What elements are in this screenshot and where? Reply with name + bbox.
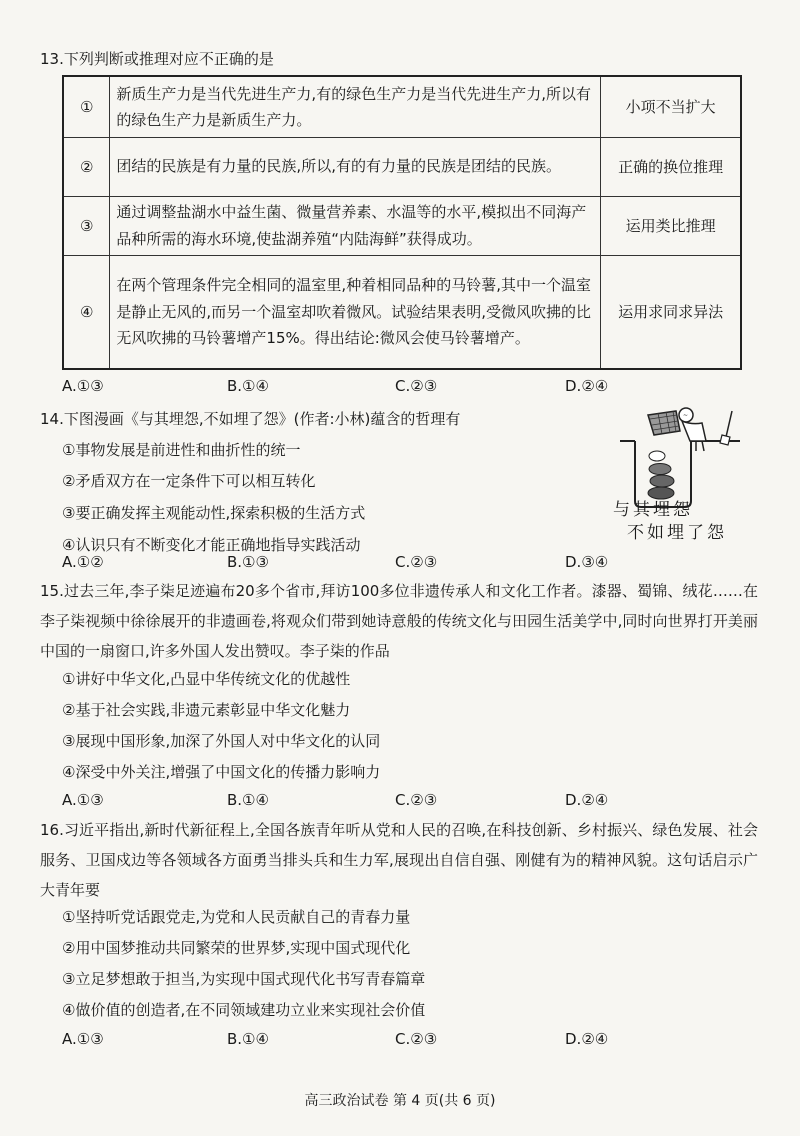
- table-row: [63, 196, 741, 255]
- q15-item-1: ①讲好中华文化,凸显中华传统文化的优越性: [62, 670, 351, 688]
- option-b[interactable]: B.①④: [227, 1030, 269, 1048]
- q15-item-2: ②基于社会实践,非遗元素彰显中华文化魅力: [62, 701, 351, 719]
- option-c[interactable]: C.②③: [395, 1030, 438, 1048]
- option-a[interactable]: A.①③: [62, 377, 104, 395]
- row-judgement: 小项不当扩大: [601, 76, 741, 137]
- row-statement: 在两个管理条件完全相同的温室里,种着相同品种的马铃薯,其中一个温室是静止无风的,而另一个温室却吹着微风。试验结果表明,受微风吹拂的比无风吹拂的马铃薯增产15%。得出结论:微风会使马铃薯增产。: [110, 255, 601, 369]
- q14-item-1: ①事物发展是前进性和曲折性的统一: [62, 441, 301, 459]
- q16-item-2: ②用中国梦推动共同繁荣的世界梦,实现中国式现代化: [62, 939, 411, 957]
- row-statement: 团结的民族是有力量的民族,所以,有的有力量的民族是团结的民族。: [110, 137, 601, 196]
- table-row: [63, 137, 741, 196]
- q14-title: 14.下图漫画《与其埋怨,不如埋了怨》(作者:小林)蕴含的哲理有: [40, 410, 461, 428]
- row-number: ①: [63, 76, 110, 137]
- option-b[interactable]: B.①③: [227, 553, 269, 571]
- q13-table: [62, 75, 742, 370]
- option-d[interactable]: D.②④: [565, 791, 609, 809]
- option-c[interactable]: C.②③: [395, 553, 438, 571]
- row-number: ③: [63, 196, 110, 255]
- q16-item-4: ④做价值的创造者,在不同领域建功立业来实现社会价值: [62, 1001, 426, 1019]
- row-statement: 新质生产力是当代先进生产力,有的绿色生产力是当代先进生产力,所以有的绿色生产力是新质生产力。: [110, 76, 601, 137]
- row-judgement: 正确的换位推理: [601, 137, 741, 196]
- row-number: ④: [63, 255, 110, 369]
- cartoon-caption-line1: 与其埋怨: [613, 500, 693, 520]
- option-d[interactable]: D.③④: [565, 553, 609, 571]
- row-judgement: 运用类比推理: [601, 196, 741, 255]
- svg-text:~: ~: [683, 412, 689, 419]
- q16-item-1: ①坚持听党话跟党走,为党和人民贡献自己的青春力量: [62, 908, 411, 926]
- table-row: [63, 255, 741, 369]
- q16-stem: 16.习近平指出,新时代新征程上,全国各族青年听从党和人民的召唤,在科技创新、乡村振兴、绿色发展、社会服务、卫国戍边等各领域各方面勇当排头兵和生力军,展现出自信自强、刚健有为的精神风貌。这句话启示广大青年要: [40, 821, 758, 899]
- q15-stem: 15.过去三年,李子柒足迹遍布20多个省市,拜访100多位非遗传承人和文化工作者。漆器、蜀锦、绒花……在李子柒视频中徐徐展开的非遗画卷,将观众们带到她诗意般的传统文化与田园生活美学中,同时向世界打开美丽中国的一扇窗口,许多外国人发出赞叹。李子柒的作品: [40, 582, 758, 660]
- q14-item-3: ③要正确发挥主观能动性,探索积极的生活方式: [62, 504, 366, 522]
- option-a[interactable]: A.①②: [62, 553, 104, 571]
- option-b[interactable]: B.①④: [227, 377, 269, 395]
- q15-options: [62, 788, 722, 812]
- row-number: ②: [63, 137, 110, 196]
- option-a[interactable]: A.①③: [62, 1030, 104, 1048]
- cartoon-caption-line2: 不如埋了怨: [627, 523, 727, 543]
- option-b[interactable]: B.①④: [227, 791, 269, 809]
- q14-item-2: ②矛盾双方在一定条件下可以相互转化: [62, 472, 316, 490]
- q14-item-4: ④认识只有不断变化才能正确地指导实践活动: [62, 536, 361, 554]
- q15-item-4: ④深受中外关注,增强了中国文化的传播力影响力: [62, 763, 381, 781]
- option-d[interactable]: D.②④: [565, 377, 609, 395]
- q16-item-3: ③立足梦想敢于担当,为实现中国式现代化书写青春篇章: [62, 970, 426, 988]
- row-judgement: 运用求同求异法: [601, 255, 741, 369]
- q15-item-3: ③展现中国形象,加深了外国人对中华文化的认同: [62, 732, 381, 750]
- option-c[interactable]: C.②③: [395, 791, 438, 809]
- page-footer: 高三政治试卷 第 4 页(共 6 页): [304, 1093, 496, 1109]
- q13-options: [62, 374, 722, 398]
- row-statement: 通过调整盐湖水中益生菌、微量营养素、水温等的水平,模拟出不同海产品种所需的海水环境,使盐湖养殖“内陆海鲜”获得成功。: [110, 196, 601, 255]
- q16-options: [62, 1027, 722, 1051]
- option-c[interactable]: C.②③: [395, 377, 438, 395]
- table-row: [63, 76, 741, 137]
- option-d[interactable]: D.②④: [565, 1030, 609, 1048]
- option-a[interactable]: A.①③: [62, 791, 104, 809]
- q14-options: [62, 550, 722, 574]
- q13-title: 13.下列判断或推理对应不正确的是: [40, 50, 274, 68]
